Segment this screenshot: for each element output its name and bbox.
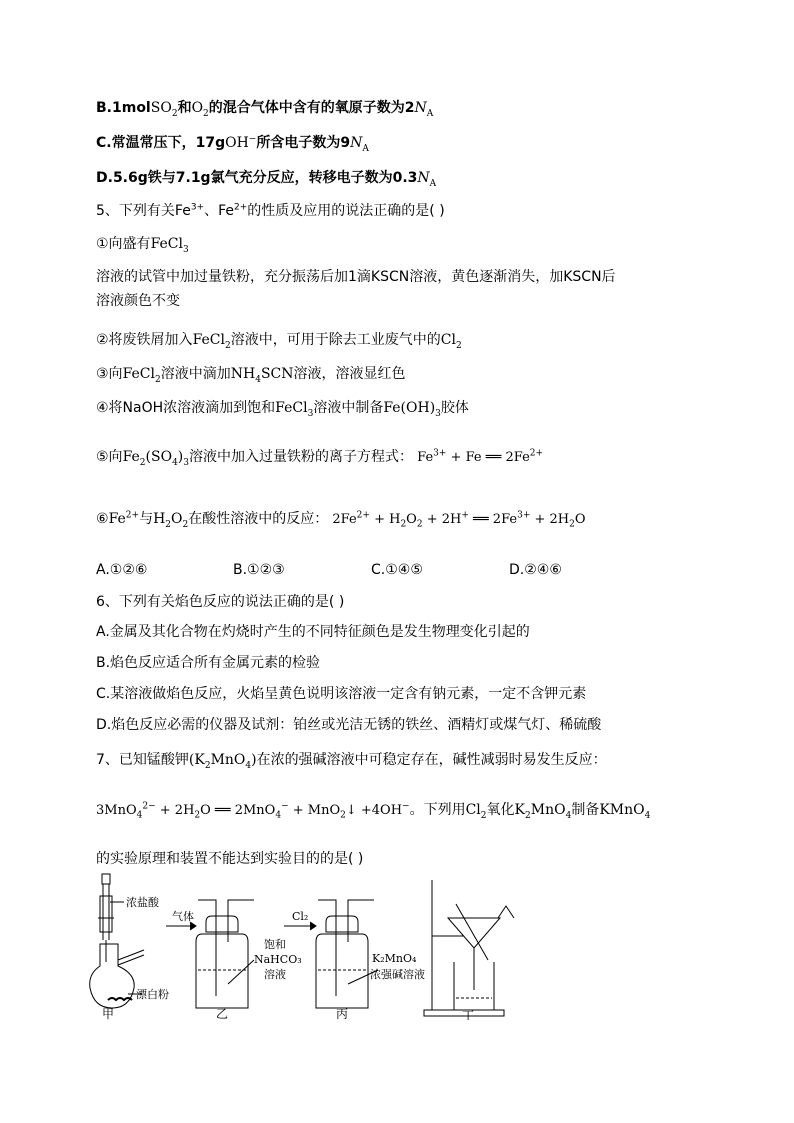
q5-stem: 5、下列有关$Fe^{3+}$、$Fe^{2+}$的性质及应用的说法正确的是( ): [96, 202, 445, 219]
q5-item-1-line2: 溶液的试管中加过量铁粉，充分振荡后加1滴KSCN溶液，黄色逐渐消失，加KSCN后: [96, 269, 616, 285]
q5-item-5: ⑤向$Fe_2(SO_4)_3$溶液中加入过量铁粉的离子方程式： $Fe^{3+} + Fe$ ══ $2Fe^{2+}$: [96, 448, 544, 468]
q4-option-d: [96, 168, 436, 188]
apparatus-yi: [196, 900, 254, 1008]
q5-item-4: ④将NaOH浓溶液滴加到饱和FeCl$_3$溶液中制备$Fe(OH)_3$胶体: [96, 400, 469, 419]
label-nahco3: NaHCO₃: [254, 953, 302, 966]
o2-formula: $O_2$: [191, 100, 209, 119]
q7-stem-line2: 的实验原理和装置不能达到实验目的的是( ): [96, 851, 364, 867]
q6-option-b: B.焰色反应适合所有金属元素的检验: [96, 655, 321, 671]
q7-equation-line: $3MnO_4^{2-} + 2H_2O$ ══ 2MnO$_4$− + MnO$_2$↓ +4OH−。下列用$Cl_2$氧化$K_2MnO_4$制备KMnO$_4$: [96, 801, 651, 821]
na-symbol: $N_A$: [414, 100, 434, 119]
caption-ding: 丁: [462, 1009, 475, 1020]
q4-b-tail: 的混合气体中含有的氧原子数为2: [208, 100, 415, 116]
label-solution: 溶液: [264, 968, 286, 981]
label-gas: 气体: [172, 910, 194, 923]
label-saturated: 饱和: [264, 938, 286, 951]
na-symbol: $N_A$: [350, 135, 369, 154]
oh-formula: OH−: [225, 134, 257, 151]
na-symbol: $N_A$: [417, 170, 437, 189]
q5-choice-b: B.①②③: [233, 562, 285, 578]
q7-stem-line1: 7、已知锰酸钾$(K_2MnO_4)$在浓的强碱溶液中可稳定存在，碱性减弱时易发生反应：: [96, 752, 607, 771]
q5-item-6: $⑥Fe^{2+}$与$H_2O_2$在酸性溶液中的反应： $2Fe^{2+} + H_2O_2 + 2H^+$ ══ $2Fe^{3+} + 2H_2O$: [96, 510, 586, 530]
q5-choice-d: D.②④⑥: [509, 562, 562, 578]
caption-bing: 丙: [336, 1007, 349, 1020]
q4-b-and: 和: [177, 100, 192, 116]
q4-option-c: [96, 133, 369, 153]
label-k2mno4: K₂MnO₄: [372, 952, 417, 965]
q4-option-b: [96, 98, 433, 118]
apparatus-figure: [88, 870, 608, 1020]
q4-c-tail: 所含电子数为9: [256, 135, 351, 151]
label-strong-base: 浓强碱溶液: [370, 968, 425, 981]
q5-item-1-line3: 溶液颜色不变: [96, 293, 180, 309]
q4-b-text: B.1mol: [96, 100, 151, 116]
q5-choice-a: A.①②⑥: [96, 562, 148, 578]
q5-item-1-line1: ①向盛有FeCl$_3$: [96, 236, 189, 255]
so2-formula: $SO_2$: [150, 100, 178, 119]
apparatus-ding: [424, 880, 514, 1016]
q6-stem: 6、下列有关焰色反应的说法正确的是( ): [96, 594, 345, 610]
q5-item-2: ②将废铁屑加入FeCl$_2$溶液中，可用于除去工业废气中的$Cl_2$: [96, 332, 462, 351]
q5-item-3: ③向FeCl$_2$溶液中滴加$NH_4SCN$溶液，溶液显红色: [96, 366, 406, 385]
label-bleach-powder: 漂白粉: [136, 988, 169, 1001]
caption-yi: 乙: [216, 1007, 229, 1020]
q6-option-c: C.某溶液做焰色反应，火焰呈黄色说明该溶液一定含有钠元素，一定不含钾元素: [96, 686, 587, 702]
q4-c-text: C.常温常压下，17g: [96, 135, 226, 151]
label-concentrated-hcl: 浓盐酸: [126, 896, 159, 909]
q5-choice-c: C.①④⑤: [371, 562, 423, 578]
apparatus-bing: [316, 900, 374, 1008]
q6-option-d: D.焰色反应必需的仪器及试剂：铂丝或光洁无锈的铁丝、酒精灯或煤气灯、稀硫酸: [96, 717, 602, 733]
caption-jia: 甲: [102, 1007, 115, 1020]
label-cl2: Cl₂: [292, 910, 309, 923]
q6-option-a: A.金属及其化合物在灼烧时产生的不同特征颜色是发生物理变化引起的: [96, 624, 530, 640]
q4-d-text: D.5.6g铁与7.1g氯气充分反应，转移电子数为0.3: [96, 170, 418, 186]
